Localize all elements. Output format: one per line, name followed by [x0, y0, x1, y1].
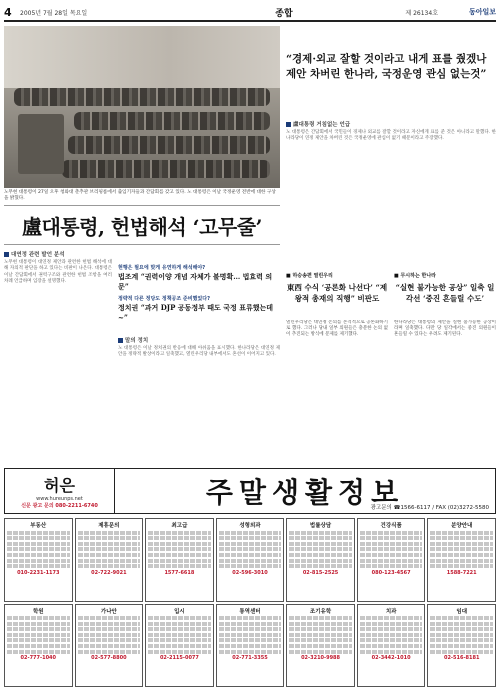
classified-text-line — [7, 627, 70, 631]
center-box-head: ■ 하승송편 열린우리 — [286, 273, 333, 279]
classified-title: 법률상담 — [309, 523, 332, 529]
photo-audience-row — [62, 160, 270, 178]
right-top-body: 노 대통령은 간담회에서 국민들이 경제나 외교를 잘할 것이라고 자신에게 표를 준 것은 아니라고 말했다. 한나라당이 연정 제안을 차버린 것은 국정운영에 관심이 없기 때문이라고 주장했다. — [286, 130, 496, 142]
classified-title: 최고급 — [171, 523, 188, 529]
classified-text-line — [219, 616, 282, 620]
classifieds-grid — [4, 518, 496, 687]
classified-text-line — [78, 644, 141, 648]
classified-ad — [75, 518, 144, 602]
left-column — [4, 250, 112, 462]
classified-title: 제휴문의 — [98, 523, 120, 529]
classified-phone: 02-777-1040 — [20, 655, 57, 662]
classified-text-line — [430, 542, 493, 546]
right-box-head: ■ 무시하는 한나라 — [394, 273, 437, 279]
paper-logo: 동아일보 — [468, 8, 496, 16]
classified-title: 입시 — [174, 608, 185, 615]
classified-text-line — [148, 622, 211, 626]
classified-text-line — [78, 638, 141, 642]
photo-caption: 노무현 대통령이 27일 오후 청와대 춘추관 브리핑룸에서 출입기자들과 간담회를 갖고 있다. 노 대통령은 이날 국정운영 전반에 대한 구상을 밝혔다. — [4, 190, 276, 201]
ad-banner — [4, 468, 496, 514]
photo-wall — [4, 26, 280, 88]
classified-text-line — [78, 559, 141, 563]
right-subhead: 盧대통령 거침없는 언급 — [293, 122, 351, 128]
classified-text-line — [7, 644, 70, 648]
classified-text-line — [219, 638, 282, 642]
classified-text-line — [289, 627, 352, 631]
classified-text-line — [148, 553, 211, 557]
classified-text-line — [430, 564, 493, 568]
classified-text-line — [289, 542, 352, 546]
classified-phone: 02-2115-0077 — [159, 655, 199, 662]
classified-phone: 02-516-8181 — [443, 655, 480, 662]
classified-phone: 1588-7221 — [446, 569, 477, 576]
classified-phone: 02-577-8800 — [91, 655, 127, 662]
classified-ad — [286, 518, 355, 602]
classified-ad — [427, 604, 496, 688]
classified-text-line — [430, 650, 493, 654]
classified-text-line — [148, 547, 211, 551]
classified-text-line — [78, 542, 141, 546]
classified-text-line — [360, 536, 423, 540]
press-photo — [4, 26, 280, 188]
bullet-icon — [118, 338, 123, 343]
classified-text-line — [78, 564, 141, 568]
classified-text-line — [289, 536, 352, 540]
classified-text-line — [219, 547, 282, 551]
section-title: 종합 — [275, 8, 293, 19]
classified-text-line — [360, 633, 423, 637]
main-headline-box — [4, 205, 280, 245]
classified-phone: 02-771-3355 — [232, 655, 268, 662]
classified-text-line — [219, 542, 282, 546]
classified-text-line — [7, 650, 70, 654]
classified-title: 가나안 — [100, 608, 117, 615]
classified-text-line — [360, 644, 423, 648]
classified-text-line — [289, 650, 352, 654]
masthead — [4, 4, 496, 22]
right-box-body: 한나라당은 대통령의 제안을 실현 불가능한 공상이라며 일축했다. 다만 당 일각에서는 중진 의원들이 흔들릴 수 있다는 우려도 제기된다. — [394, 320, 496, 338]
classified-text-line — [148, 559, 211, 563]
classified-text-line — [7, 542, 70, 546]
photo-audience-row — [14, 88, 270, 106]
classified-text-line — [7, 622, 70, 626]
page-number: 4 — [4, 5, 12, 19]
classified-text-line — [430, 559, 493, 563]
classified-text-line — [289, 553, 352, 557]
classified-text-line — [360, 638, 423, 642]
classified-phone: 02-596-3010 — [232, 569, 268, 576]
classified-text-line — [289, 531, 352, 535]
classified-title: 치과 — [385, 608, 397, 615]
classified-text-line — [430, 622, 493, 626]
classified-text-line — [360, 622, 423, 626]
classified-text-line — [360, 616, 423, 620]
classified-title: 학원 — [32, 608, 44, 615]
bullet-icon — [286, 122, 291, 127]
classified-text-line — [148, 644, 211, 648]
ad-website: www.hureunps.net — [36, 496, 83, 502]
classified-text-line — [148, 564, 211, 568]
main-headline: 盧대통령, 헌법해석 ‘고무줄’ — [21, 214, 262, 239]
classified-text-line — [78, 633, 141, 637]
classified-ad — [286, 604, 355, 688]
classified-title: 임대 — [456, 608, 468, 615]
classified-text-line — [78, 650, 141, 654]
classified-title: 통역센터 — [239, 608, 261, 615]
classified-text-line — [78, 627, 141, 631]
bullet-icon — [4, 252, 9, 257]
classified-text-line — [360, 627, 423, 631]
classified-text-line — [7, 559, 70, 563]
classified-text-line — [360, 553, 423, 557]
middle-column — [118, 336, 280, 462]
classified-ad — [75, 604, 144, 688]
classified-text-line — [289, 644, 352, 648]
classified-text-line — [7, 633, 70, 637]
classified-phone: 080-123-4567 — [371, 569, 411, 576]
classified-text-line — [148, 633, 211, 637]
classified-text-line — [289, 616, 352, 620]
ad-phone: 신문 광고 문의 080-2211-6740 — [21, 503, 98, 509]
left-body: 노무현 대통령이 대연정 제안과 관련한 헌법 해석에 대해 자의적 판단을 하고 있다는 비판이 나온다. 대통령은 이날 간담회에서 권력구조와 관련한 헌법 조항을 여러 차례 언급하며 입장을 설명했다. — [4, 260, 112, 284]
qa-question: 현행은 필요에 맞게 유연하게 해석해야? — [118, 265, 206, 271]
classified-text-line — [7, 564, 70, 568]
classified-text-line — [148, 638, 211, 642]
pull-quote: “경제·외교 잘할 것이라고 내게 표를 줬겠나 제안 차버린 한나라, 국정운영 관심 없는것” — [286, 53, 487, 80]
classified-text-line — [148, 616, 211, 620]
classified-text-line — [360, 531, 423, 535]
classified-text-line — [289, 564, 352, 568]
classified-title: 조기유학 — [309, 608, 332, 615]
classified-ad — [357, 518, 426, 602]
qa-answer: 정치권 “과거 DJP 공동정부 때도 국정 표류했는데~” — [118, 303, 274, 322]
classified-text-line — [289, 638, 352, 642]
classified-text-line — [360, 650, 423, 654]
classified-text-line — [360, 542, 423, 546]
photo-podium — [18, 114, 64, 174]
classified-text-line — [78, 547, 141, 551]
classified-title: 분양안내 — [451, 523, 473, 529]
classified-text-line — [219, 644, 282, 648]
classified-text-line — [148, 650, 211, 654]
classified-text-line — [360, 564, 423, 568]
classified-text-line — [430, 547, 493, 551]
issue-date: 2005년 7월 28일 목요일 — [20, 9, 88, 17]
classified-text-line — [219, 633, 282, 637]
right-top-column — [286, 120, 496, 268]
classified-text-line — [219, 553, 282, 557]
classified-text-line — [430, 616, 493, 620]
classified-ad — [216, 604, 285, 688]
classified-text-line — [78, 536, 141, 540]
ad-title: 주말생활정보 — [205, 476, 405, 509]
classified-text-line — [360, 547, 423, 551]
classified-text-line — [430, 553, 493, 557]
classified-text-line — [289, 547, 352, 551]
classified-phone: 02-3442-1010 — [371, 655, 411, 662]
classified-text-line — [7, 547, 70, 551]
classified-text-line — [78, 616, 141, 620]
classified-text-line — [7, 638, 70, 642]
issue-number: 제 26134호 — [405, 9, 438, 17]
ad-brand-name: 허은 — [44, 476, 75, 495]
ad-contact: 광고문의 ☎1566-6117 / FAX (02)3272-5580 — [370, 505, 489, 511]
classified-phone: 1577-6618 — [164, 569, 195, 576]
photo-audience-row — [68, 136, 270, 154]
classified-ad — [145, 604, 214, 688]
classified-ad — [4, 604, 73, 688]
classified-phone: 02-722-9021 — [91, 569, 127, 576]
classified-text-line — [148, 627, 211, 631]
classified-text-line — [289, 633, 352, 637]
classified-text-line — [148, 531, 211, 535]
classified-text-line — [219, 559, 282, 563]
classified-phone: 02-3210-9988 — [301, 655, 341, 662]
classified-text-line — [430, 536, 493, 540]
qa-box — [118, 262, 280, 332]
classified-text-line — [360, 559, 423, 563]
classified-text-line — [7, 616, 70, 620]
classified-text-line — [430, 627, 493, 631]
middle-body: 노 대통령은 이날 정치권의 반응에 대해 아쉬움을 표시했다. 한나라당은 대연정 제안을 정략적 발상이라고 일축했고, 열린우리당 내부에서도 혼선이 이어지고 있다. — [118, 346, 280, 358]
right-box-title: “실현 불가능한 공상” 일축 일각선 ‘중진 흔들릴 수도’ — [395, 283, 495, 303]
qa-answer: 법조계 “권력이양 개념 자체가 불명확… 법효력 의문” — [118, 272, 273, 291]
classified-text-line — [219, 622, 282, 626]
classified-phone: 02-815-2525 — [302, 569, 339, 576]
classified-title: 건강식품 — [380, 523, 402, 529]
middle-subhead: 말의 정치 — [125, 338, 149, 344]
classified-text-line — [219, 531, 282, 535]
ad-brand — [5, 469, 115, 513]
classified-text-line — [148, 536, 211, 540]
classified-text-line — [219, 536, 282, 540]
classified-title: 성형외과 — [239, 523, 261, 529]
classified-text-line — [78, 553, 141, 557]
classified-phone: 010-2231-1173 — [17, 569, 60, 576]
classified-text-line — [148, 542, 211, 546]
center-box-title: 東西 수식 ‘공론화 나선다’ “제왕적 총재의 직행” 비판도 — [286, 283, 388, 303]
qa-question: 정략적 다른 정당도 정책공조 준비했었다? — [118, 296, 210, 302]
classified-text-line — [430, 531, 493, 535]
classified-text-line — [219, 650, 282, 654]
classified-ad — [4, 518, 73, 602]
photo-audience-row — [74, 112, 270, 130]
classified-title: 부동산 — [30, 523, 47, 529]
classified-text-line — [430, 633, 493, 637]
left-subhead: 대연정 관련 발언 분석 — [11, 252, 65, 258]
classified-text-line — [219, 627, 282, 631]
classified-text-line — [430, 644, 493, 648]
classified-text-line — [289, 559, 352, 563]
classified-text-line — [78, 531, 141, 535]
classified-ad — [145, 518, 214, 602]
classified-text-line — [7, 536, 70, 540]
classified-text-line — [430, 638, 493, 642]
classified-ad — [357, 604, 426, 688]
classified-text-line — [289, 622, 352, 626]
center-box-body: 열린우리당은 대연정 논의를 본격적으로 공론화하기로 했다. 그러나 당내 일부 의원들은 충분한 논의 없이 추진되는 방식에 문제를 제기했다. — [286, 320, 388, 338]
classified-ad — [216, 518, 285, 602]
classified-ad — [427, 518, 496, 602]
classified-text-line — [78, 622, 141, 626]
classified-text-line — [219, 564, 282, 568]
classified-text-line — [7, 553, 70, 557]
classified-text-line — [7, 531, 70, 535]
